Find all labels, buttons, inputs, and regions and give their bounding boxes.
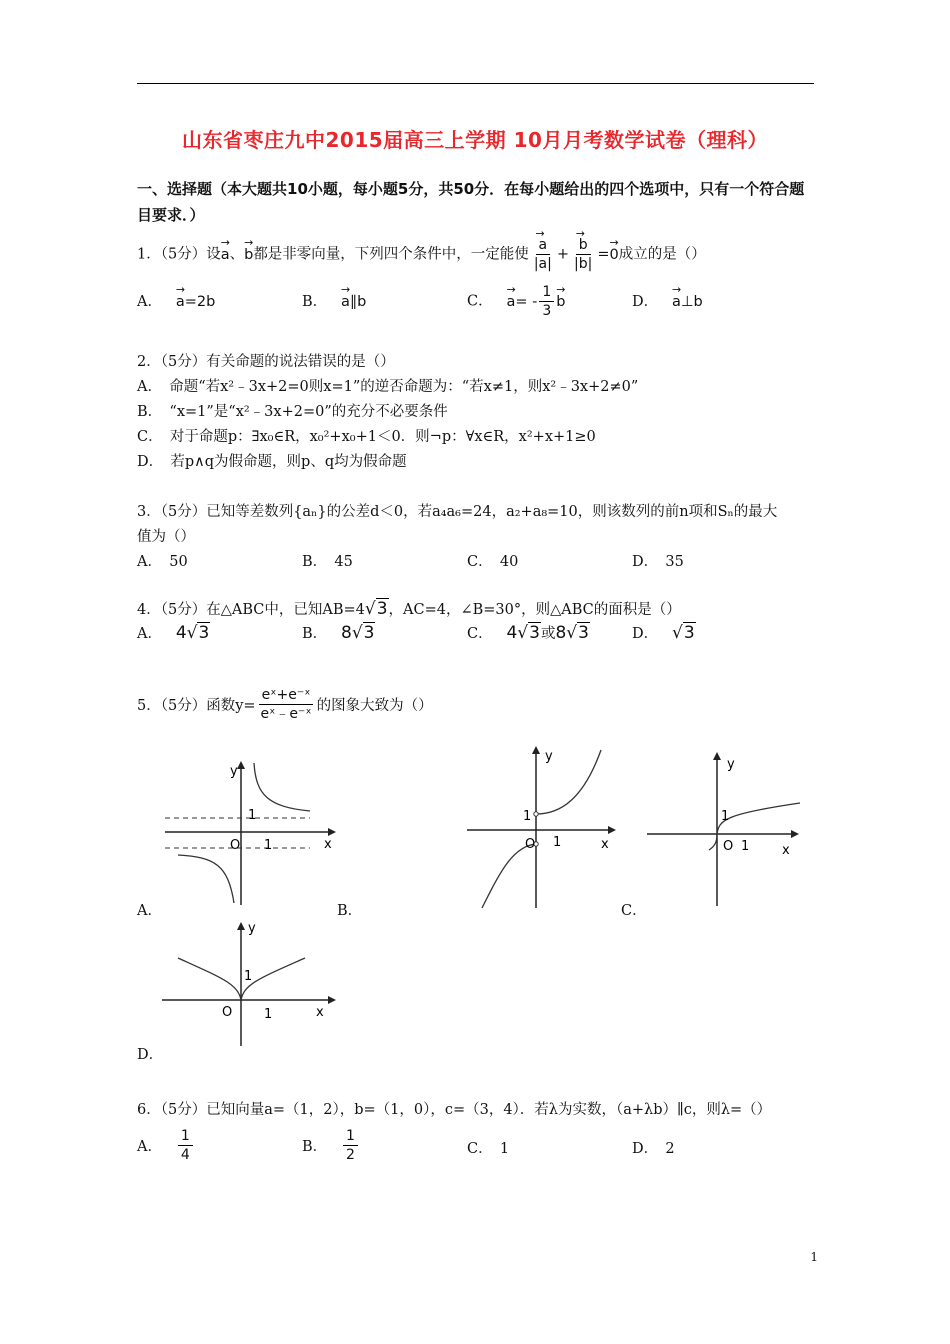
fraction-unit-a: → $\frac{a}{|a|}$: [531, 236, 555, 273]
q4-option-d: D． √3: [632, 623, 695, 643]
q5-option-d: D．: [137, 1047, 164, 1063]
q1-option-b: B． → a∥b: [302, 290, 366, 311]
graph-option-a: [160, 755, 340, 910]
q2-option-c: C． 对于命题p：∃x₀∈R，x₀²+x₀+1＜0．则¬p：∀x∈R，x²+x+1≥0: [137, 429, 596, 445]
origin-label: O: [230, 838, 241, 853]
q5-option-c: C．: [621, 903, 647, 919]
axis-label-x: x: [601, 837, 609, 852]
q5-stem: 5．（5分）函数y= $\frac{\text{eˣ+e⁻ˣ}}{\text{eˣ﹣e⁻ˣ}}$ 的图象大致为（）: [137, 687, 433, 722]
graph-option-c: [645, 748, 803, 908]
q6-option-c: C． 1: [467, 1141, 510, 1157]
q3-option-a: A． 50: [137, 554, 188, 570]
q4-stem: 4．（5分）在△ABC中，已知AB=4√3，AC=4，∠B=30°，则△ABC的面积是（）: [137, 599, 681, 619]
q6-option-d: D． 2: [632, 1141, 675, 1157]
q2-stem: 2．（5分）有关命题的说法错误的是（）: [137, 354, 395, 370]
tick-label-y-1: 1: [244, 969, 253, 984]
q1-option-c: C． → a= - $\frac{1}{3}$ → b: [467, 283, 565, 320]
q4-option-a: A． 4√3: [137, 623, 210, 643]
graph-option-d: [160, 918, 340, 1048]
axis-label-x: x: [782, 843, 790, 858]
q6-stem: 6．（5分）已知向量a=（1，2），b=（1，0），c=（3，4）．若λ为实数，（a+λb）∥c，则λ=（）: [137, 1102, 772, 1118]
q4-option-c: C． 4√3或8√3: [467, 623, 589, 643]
header-rule: [137, 83, 814, 84]
q2-option-b: B． “x=1”是“x²﹣3x+2=0”的充分不必要条件: [137, 404, 448, 420]
zero-vector: → 0: [609, 247, 618, 263]
graph-option-b: [465, 742, 620, 910]
tick-label-x-1: 1: [741, 839, 750, 854]
q2-option-a: A． 命题“若x²﹣3x+2=0则x=1”的逆否命题为：“若x≠1，则x²﹣3x+2≠0”: [137, 379, 639, 395]
fraction-unit-b: → $\frac{b}{|b|}$: [571, 236, 595, 273]
q5-option-a: A．: [137, 903, 162, 919]
vector-b: → b: [244, 247, 253, 263]
axis-label-x: x: [316, 1005, 324, 1020]
q1-option-d: D． → a⊥b: [632, 290, 703, 311]
tick-label-y-1: 1: [721, 809, 730, 824]
q6-option-b: B． $\frac{1}{2}$: [302, 1127, 360, 1164]
axis-label-y: y: [545, 749, 553, 764]
axis-label-y: y: [230, 764, 238, 779]
tick-label-y-1: 1: [523, 809, 532, 824]
axis-label-x: x: [324, 837, 332, 852]
tick-label-y-1: 1: [248, 808, 257, 823]
curve-left: [482, 844, 536, 908]
vector-a: → a: [221, 247, 230, 263]
q1-option-a: A． → a=2b: [137, 290, 215, 311]
axis-label-y: y: [248, 921, 256, 936]
q3-option-c: C． 40: [467, 554, 519, 570]
tick-label-x-1: 1: [264, 838, 273, 853]
axis-label-y: y: [727, 757, 735, 772]
curve-left: [709, 834, 717, 850]
q3-stem-line2: 值为（）: [137, 529, 195, 545]
q5-option-b: B．: [337, 903, 363, 919]
curve-left: [178, 958, 241, 1000]
tick-label-x-1: 1: [264, 1007, 273, 1022]
function-fraction: $\frac{\text{eˣ+e⁻ˣ}}{\text{eˣ﹣e⁻ˣ}}$: [260, 687, 312, 722]
q6-option-a: A． $\frac{1}{4}$: [137, 1127, 195, 1164]
curve-left: [178, 855, 234, 903]
origin-label: O: [525, 837, 536, 852]
curve-right: [254, 763, 310, 811]
origin-label: O: [222, 1005, 233, 1020]
section-heading: 一、选择题（本大题共10小题，每小题5分，共50分．在每小题给出的四个选项中，只有一个符合题目要求．）: [137, 180, 805, 224]
page-number: 1: [810, 1250, 818, 1264]
q3-option-d: D． 35: [632, 554, 684, 570]
curve-right: [717, 803, 800, 834]
q2-option-d: D． 若p∧q为假命题，则p、q均为假命题: [137, 454, 407, 470]
q4-option-b: B． 8√3: [302, 623, 375, 643]
tick-label-x-1: 1: [553, 835, 562, 850]
q1-stem: 1．（5分）设→ a、→ b都是非零向量，下列四个条件中，一定能使 → $\frac{a}{|a|}$ + → $\frac{b}{|b|}$ =→ 0成立的是（）: [137, 236, 706, 273]
sqrt-symbol: √3: [364, 599, 388, 619]
origin-label: O: [723, 839, 734, 854]
q3-option-b: B． 45: [302, 554, 353, 570]
page-title: 山东省枣庄九中2015届高三上学期 10月月考数学试卷（理科）: [182, 128, 768, 152]
q3-stem-line1: 3．（5分）已知等差数列{aₙ}的公差d＜0，若a₄a₆=24，a₂+a₈=10，则该数列的前n项和Sₙ的最大: [137, 504, 778, 520]
